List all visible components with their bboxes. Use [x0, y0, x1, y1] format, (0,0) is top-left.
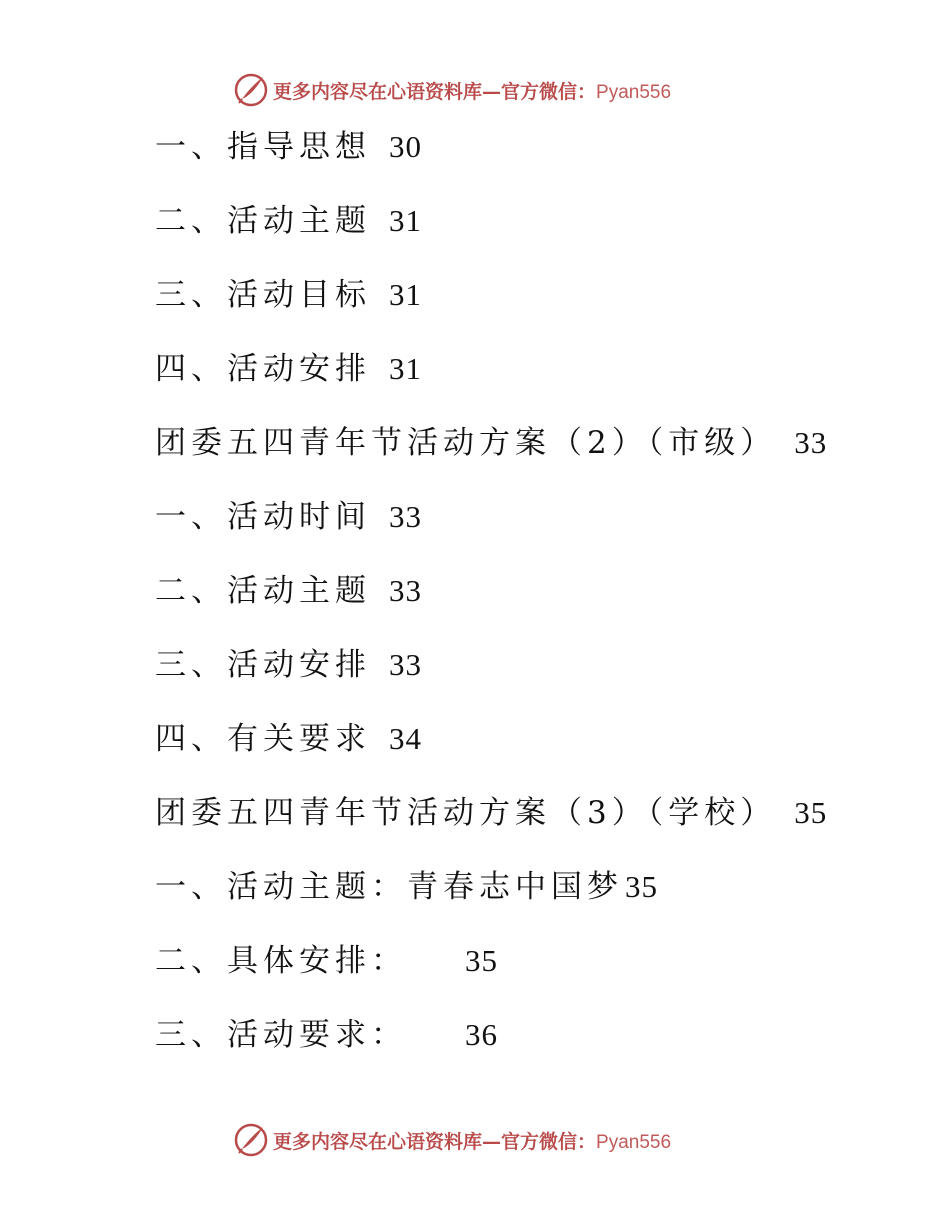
toc-entry-title: 团委五四青年节活动方案（3）（学校）: [155, 795, 777, 831]
toc-entry-title: 一、活动时间: [155, 499, 371, 535]
toc-entry-page: 33: [389, 647, 422, 682]
toc-entry[interactable]: [155, 490, 875, 564]
toc-entry-title: 三、活动目标: [155, 277, 371, 313]
toc-entry-page: 36: [465, 1017, 498, 1052]
toc-entry-title: 二、具体安排：: [155, 943, 407, 979]
toc-entry-title: 二、活动主题: [155, 203, 371, 239]
toc-entry-title: 团委五四青年节活动方案（2）（市级）: [155, 425, 777, 461]
toc-entry-title: 二、活动主题: [155, 573, 371, 609]
toc-entry-title: 三、活动安排: [155, 647, 371, 683]
toc-entry-page: 34: [389, 721, 422, 756]
toc-entry-page: 31: [389, 203, 422, 238]
toc-entry-page: 33: [389, 499, 422, 534]
toc-entry-page: 35: [794, 795, 828, 830]
toc-entry[interactable]: [155, 120, 875, 194]
toc-entry[interactable]: [155, 342, 875, 416]
toc-entry[interactable]: [155, 638, 875, 712]
toc-entry-page: 30: [389, 129, 422, 164]
watermark-footer: [233, 1120, 671, 1160]
toc-entry-title: 三、活动要求：: [155, 1017, 407, 1053]
toc-entry-page: 33: [794, 425, 828, 460]
toc-entry-title: 四、有关要求: [155, 721, 371, 757]
toc-entry-title: 四、活动安排: [155, 351, 371, 387]
toc-entry[interactable]: [155, 860, 875, 934]
quill-pen-circle-icon: [233, 72, 269, 108]
toc-entry-page: 33: [389, 573, 422, 608]
toc-entry-page: 35: [465, 943, 498, 978]
toc-entry[interactable]: [155, 712, 875, 786]
toc-entry[interactable]: [155, 1008, 875, 1082]
toc-entry-page: 31: [389, 277, 422, 312]
toc-entry[interactable]: [155, 268, 875, 342]
toc-entry-page: 31: [389, 351, 422, 386]
toc-entry[interactable]: [155, 934, 875, 1008]
toc-entry-page: 35: [625, 869, 658, 904]
toc-entry[interactable]: [155, 786, 875, 860]
watermark-text: 更多内容尽在心语资料库—官方微信：Pyan556: [273, 80, 672, 103]
toc-entry[interactable]: [155, 416, 875, 490]
toc-entry-title: 一、活动主题：青春志中国梦: [155, 869, 623, 905]
quill-pen-circle-icon: [233, 1122, 269, 1158]
table-of-contents: [155, 120, 875, 1082]
toc-entry-title: 一、指导思想: [155, 129, 371, 165]
watermark-text: 更多内容尽在心语资料库—官方微信：Pyan556: [273, 1130, 672, 1153]
watermark-header: [233, 70, 671, 110]
toc-entry[interactable]: [155, 564, 875, 638]
toc-entry[interactable]: [155, 194, 875, 268]
